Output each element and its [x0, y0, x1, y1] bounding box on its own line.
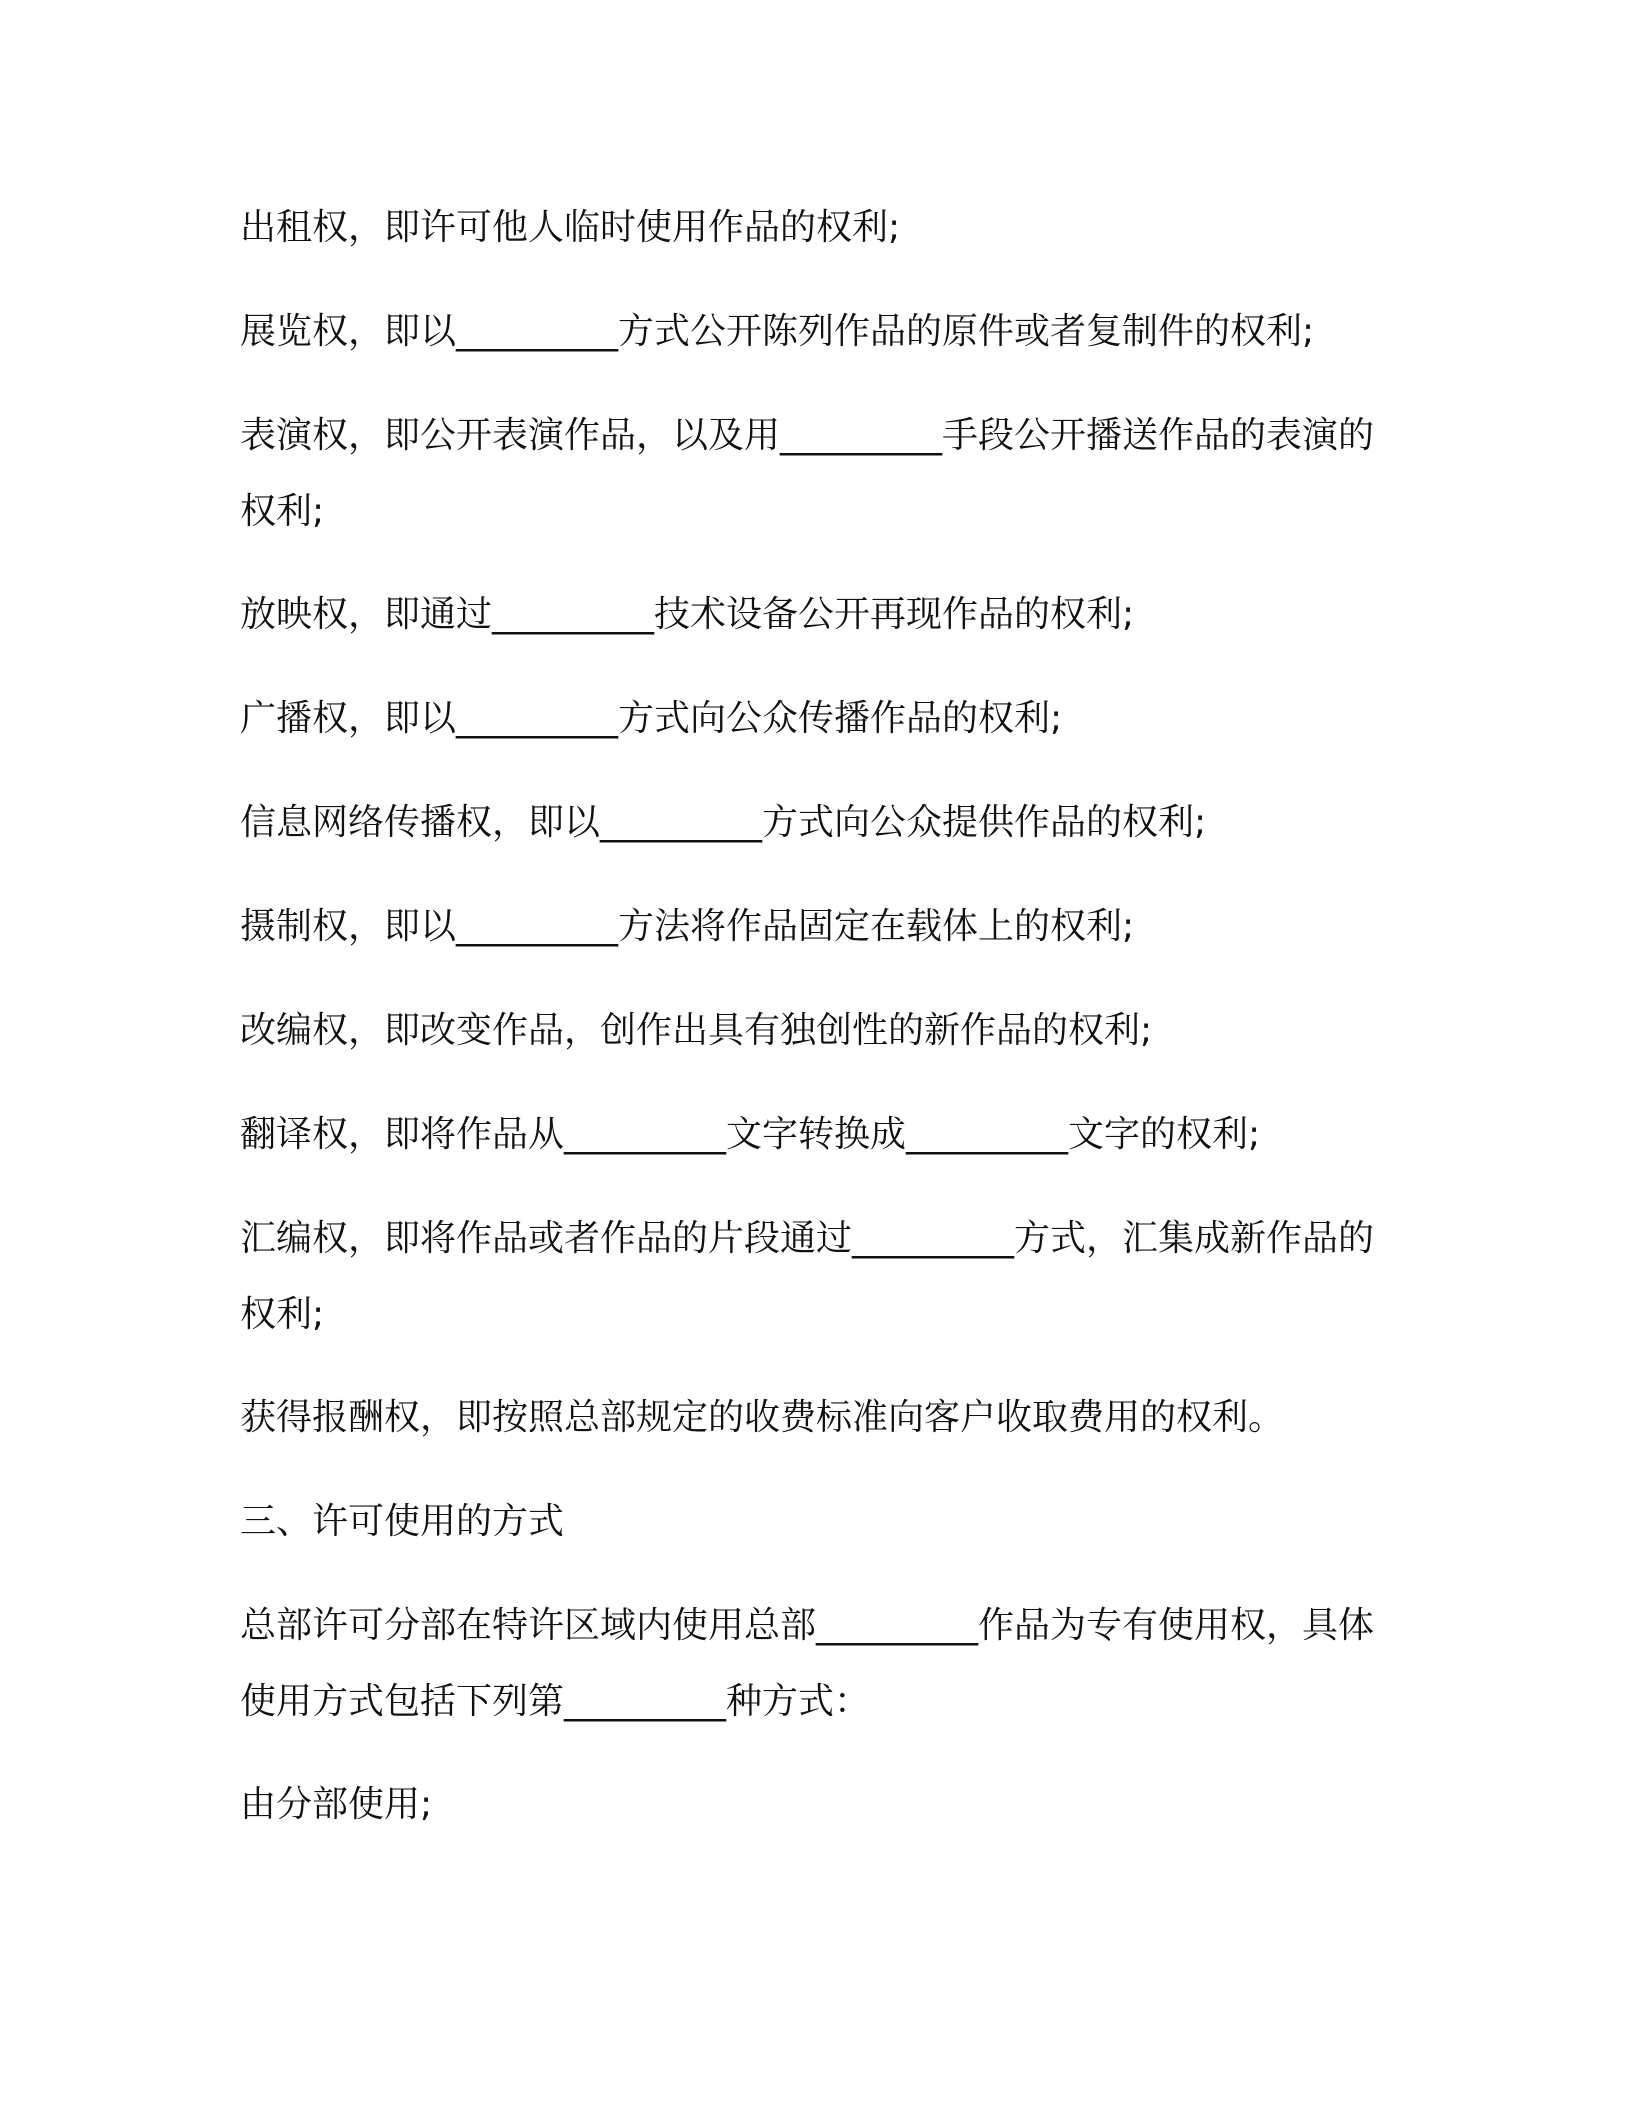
paragraph-exhibition-right: 展览权，即以_________方式公开陈列作品的原件或者复制件的权利; — [240, 311, 1315, 352]
paragraph-performance-right: 表演权，即公开表演作品，以及用_________手段公开播送作品的表演的权利; — [240, 415, 1375, 532]
paragraph-broadcast-right: 广播权，即以_________方式向公众传播作品的权利; — [240, 698, 1063, 739]
paragraph-screening-right: 放映权，即通过_________技术设备公开再现作品的权利; — [240, 594, 1135, 635]
paragraph-adaptation-right: 改编权，即改变作品，创作出具有独创性的新作品的权利; — [240, 1010, 1153, 1051]
paragraph-branch-use: 由分部使用; — [240, 1784, 433, 1825]
paragraph-compilation-right: 汇编权，即将作品或者作品的片段通过_________方式，汇集成新作品的权利; — [240, 1218, 1375, 1335]
paragraph-translation-right: 翻译权，即将作品从_________文字转换成_________文字的权利; — [240, 1114, 1261, 1155]
paragraph-network-dissemination-right: 信息网络传播权，即以_________方式向公众提供作品的权利; — [240, 802, 1207, 843]
paragraph-filming-right: 摄制权，即以_________方法将作品固定在载体上的权利; — [240, 906, 1135, 947]
document-body — [240, 190, 1400, 1871]
paragraph-license-scope: 总部许可分部在特许区域内使用总部_________作品为专有使用权，具体使用方式包括下列第_________种方式： — [240, 1605, 1375, 1722]
paragraph-remuneration-right: 获得报酬权，即按照总部规定的收费标准向客户收取费用的权利。 — [240, 1397, 1285, 1438]
section-heading-license-method: 三、许可使用的方式 — [240, 1501, 565, 1542]
paragraph-rental-right: 出租权，即许可他人临时使用作品的权利; — [240, 207, 901, 248]
